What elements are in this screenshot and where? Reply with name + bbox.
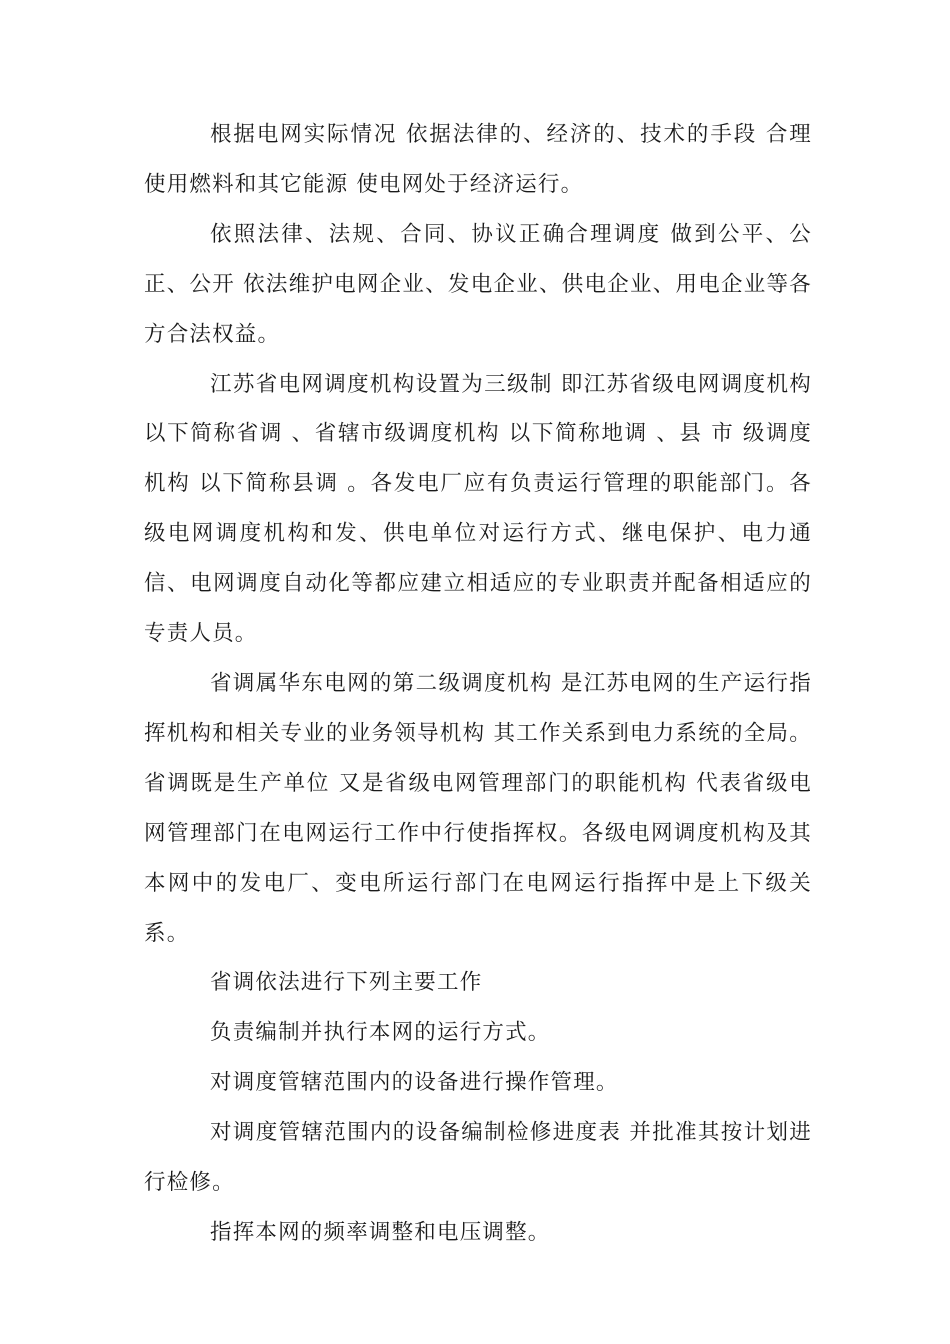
paragraph-economic-operation: 根据电网实际情况 依据法律的、经济的、技术的手段 合理使用燃料和其它能源 使电网处于经济运行。 bbox=[144, 122, 812, 197]
paragraph-dispatch-structure: 江苏省电网调度机构设置为三级制 即江苏省级电网调度机构 以下简称省调 、省辖市级调度机构 以下简称地调 、县 市 级调度机构 以下简称县调 。各发电厂应有负责运行管理的职能部门。各级电网调度机构和发、供电单位对运行方式、继电保护、电力通信、电网调度自动化等都应建立相适应的专业职责并配备相适应的专责人员。 bbox=[144, 371, 812, 647]
paragraph-maintenance-schedule: 对调度管辖范围内的设备编制检修进度表 并批准其按计划进行检修。 bbox=[144, 1120, 812, 1196]
paragraph-fair-dispatch: 依照法律、法规、合同、协议正确合理调度 做到公平、公正、公开 依法维护电网企业、发电企业、供电企业、用电企业等各方合法权益。 bbox=[144, 221, 812, 347]
paragraph-provincial-dispatch: 省调属华东电网的第二级调度机构 是江苏电网的生产运行指挥机构和相关专业的业务领导机构 其工作关系到电力系统的全局。省调既是生产单位 又是省级电网管理部门的职能机构 代表省级电网管理部门在电网运行工作中行使指挥权。各级电网调度机构及其本网中的发电厂、变电所运行部门在电网运行指挥中是上下级关系。 bbox=[144, 670, 812, 946]
paragraph-main-work-heading: 省调依法进行下列主要工作 bbox=[210, 970, 483, 996]
document-page bbox=[144, 110, 812, 1258]
paragraph-frequency-voltage: 指挥本网的频率调整和电压调整。 bbox=[210, 1219, 551, 1245]
paragraph-operation-mode: 负责编制并执行本网的运行方式。 bbox=[210, 1020, 551, 1046]
paragraph-operation-management: 对调度管辖范围内的设备进行操作管理。 bbox=[210, 1070, 619, 1096]
